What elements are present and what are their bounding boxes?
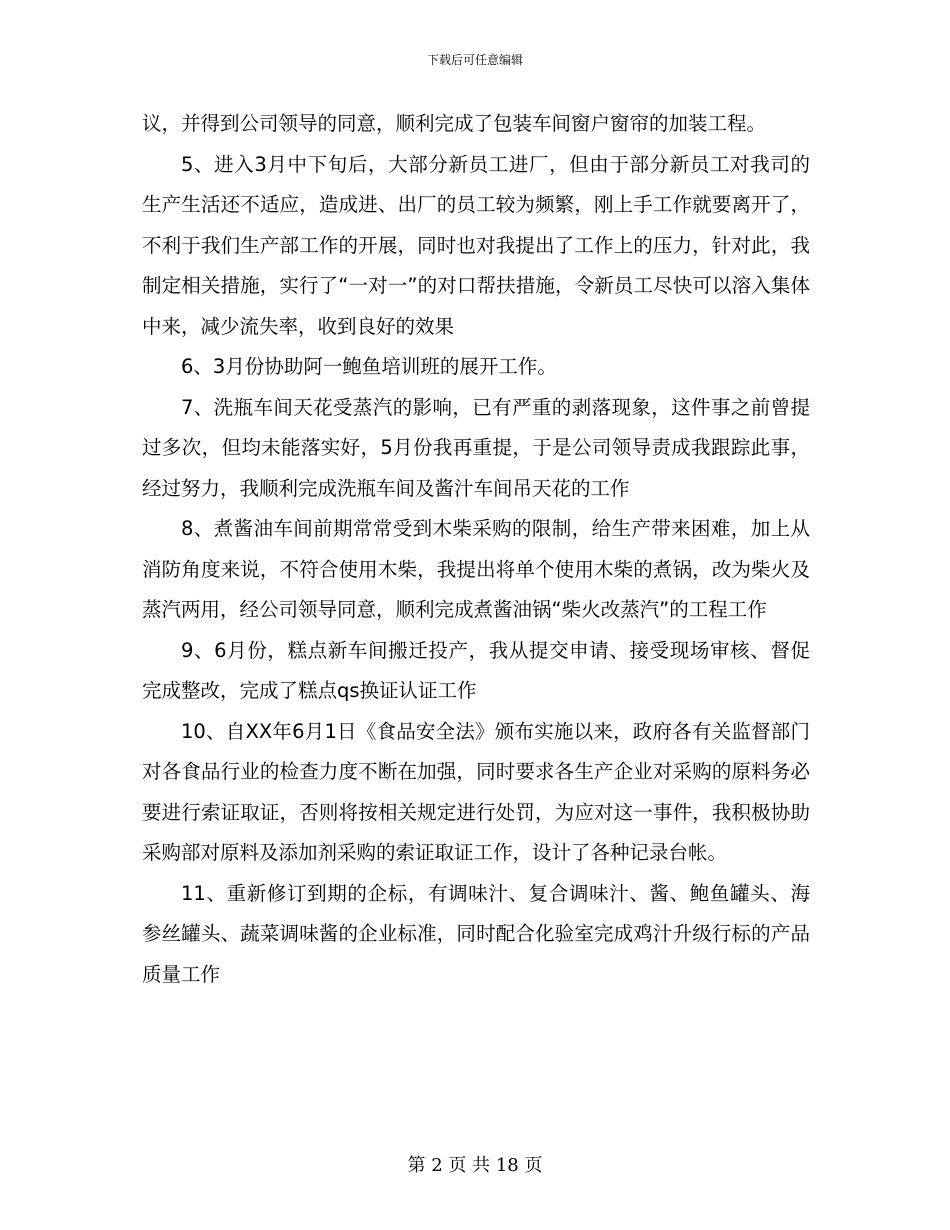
paragraph-item-7: 7、洗瓶车间天花受蒸汽的影响，已有严重的剥落现象，这件事之前曾提过多次，但均未能落实好，5月份我再重提，于是公司领导责成我跟踪此事，经过努力，我顺利完成洗瓶车间及酱汁车间吊天花的工作 xyxy=(142,395,810,500)
paragraph-item-8: 8、煮酱油车间前期常常受到木柴采购的限制，给生产带来困难，加上从消防角度来说，不符合使用木柴，我提出将单个使用木柴的煮锅，改为柴火及蒸汽两用，经公司领导同意，顺利完成煮酱油锅“柴火改蒸汽”的工程工作 xyxy=(142,517,810,621)
document-body xyxy=(142,104,810,995)
page-header-note: 下载后可任意编辑 xyxy=(426,53,523,67)
paragraph-item-6: 6、3月份协助阿一鲍鱼培训班的展开工作。 xyxy=(181,355,557,378)
page-number-footer: 第 2 页 共 18 页 xyxy=(407,1155,543,1176)
paragraph-item-10: 10、自XX年6月1日《食品安全法》颁布实施以来，政府各有关监督部门对各食品行业的检查力度不断在加强，同时要求各生产企业对采购的原料务必要进行索证取证，否则将按相关规定进行处罚，为应对这一事件，我积极协助采购部对原料及添加剂采购的索证取证工作，设计了各种记录台帐。 xyxy=(142,719,810,864)
paragraph-item-5: 5、进入3月中下旬后，大部分新员工进厂，但由于部分新员工对我司的生产生活还不适应，造成进、出厂的员工较为频繁，刚上手工作就要离开了，不利于我们生产部工作的开展，同时也对我提出了工作上的压力，针对此，我制定相关措施，实行了“一对一”的对口帮扶措施，令新员工尽快可以溶入集体中来，减少流失率，收到良好的效果 xyxy=(142,152,810,338)
paragraph-continuation: 议，并得到公司领导的同意，顺利完成了包装车间窗户窗帘的加装工程。 xyxy=(142,112,767,135)
paragraph-item-9: 9、6月份，糕点新车间搬迁投产，我从提交申请、接受现场审核、督促完成整改，完成了糕点qs换证认证工作 xyxy=(142,638,810,702)
paragraph-item-11: 11、重新修订到期的企标，有调味汁、复合调味汁、酱、鲍鱼罐头、海参丝罐头、蔬菜调味酱的企业标准，同时配合化验室完成鸡汁升级行标的产品质量工作 xyxy=(142,881,810,986)
